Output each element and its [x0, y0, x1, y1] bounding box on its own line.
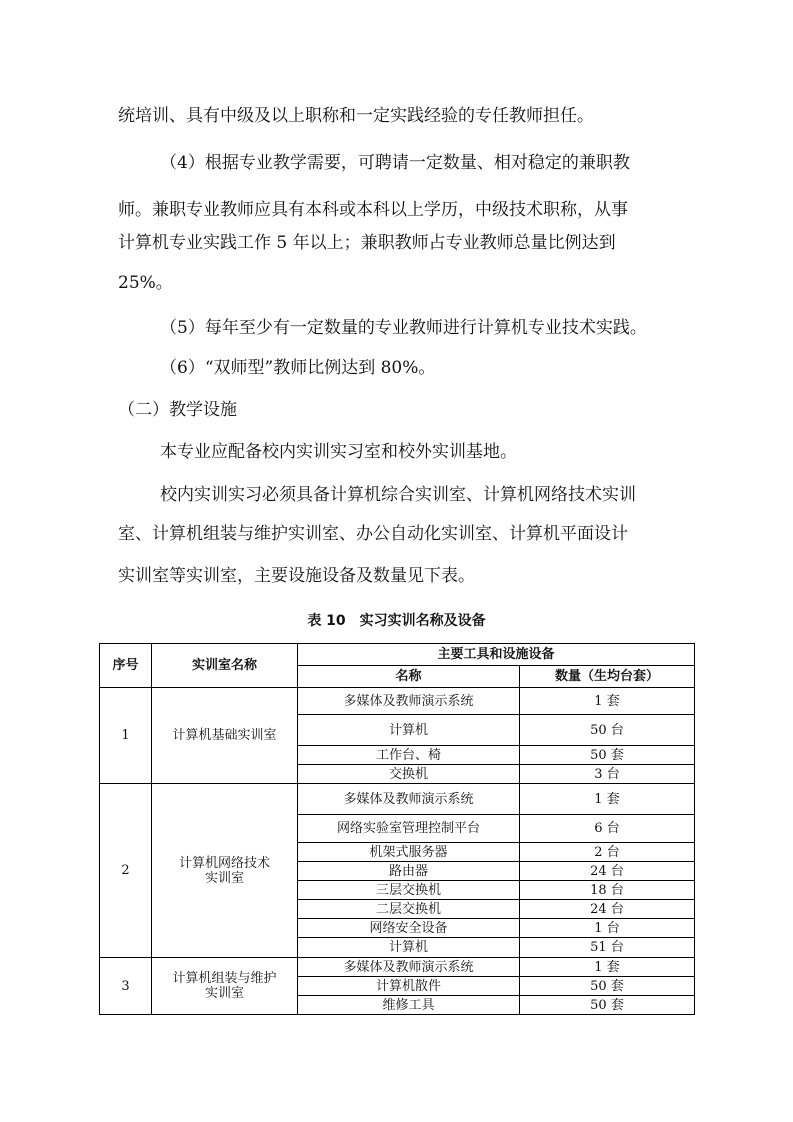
paragraph-line: 25%。 — [118, 273, 173, 293]
item-qty-cell: 18 台 — [520, 881, 695, 900]
seq-cell: 3 — [100, 958, 152, 1015]
paragraph-line: 实训室等实训室，主要设施设备及数量见下表。 — [118, 566, 475, 586]
item-name-cell: 多媒体及教师演示系统 — [298, 784, 520, 815]
item-name-cell: 多媒体及教师演示系统 — [298, 958, 520, 977]
item-qty-cell: 50 台 — [520, 715, 695, 746]
item-name-cell: 多媒体及教师演示系统 — [298, 688, 520, 715]
paragraph-line: 统培训、具有中级及以上职称和一定实践经验的专任教师担任。 — [118, 106, 594, 126]
paragraph-line: 室、计算机组装与维护实训室、办公自动化实训室、计算机平面设计 — [118, 524, 628, 544]
paragraph-line: 师。兼职专业教师应具有本科或本科以上学历，中级技术职称，从事 — [118, 200, 628, 220]
item-qty-cell: 50 套 — [520, 746, 695, 765]
item-name-cell: 计算机 — [298, 938, 520, 958]
table-row — [100, 958, 695, 977]
item-qty-cell: 50 套 — [520, 996, 695, 1015]
item-name-cell: 二层交换机 — [298, 900, 520, 919]
header-main-equipment: 主要工具和设施设备 — [298, 644, 695, 666]
item-name-cell: 机架式服务器 — [298, 843, 520, 862]
paragraph-line: 校内实训实习必须具备计算机综合实训室、计算机网络技术实训 — [160, 485, 636, 505]
room-cell: 计算机网络技术实训室 — [152, 784, 298, 958]
item-name-cell: 三层交换机 — [298, 881, 520, 900]
item-name-cell: 交换机 — [298, 765, 520, 784]
room-cell: 计算机组装与维护实训室 — [152, 958, 298, 1015]
item-qty-cell: 6 台 — [520, 815, 695, 843]
paragraph-line: 计算机专业实践工作 5 年以上；兼职教师占专业教师总量比例达到 — [118, 233, 616, 253]
item-qty-cell: 24 台 — [520, 900, 695, 919]
seq-cell: 2 — [100, 784, 152, 958]
item-qty-cell: 24 台 — [520, 862, 695, 881]
paragraph-line: （6）“双师型”教师比例达到 80%。 — [160, 358, 436, 378]
item-qty-cell: 50 套 — [520, 977, 695, 996]
room-cell: 计算机基础实训室 — [152, 688, 298, 784]
item-name-cell: 路由器 — [298, 862, 520, 881]
item-qty-cell: 1 套 — [520, 784, 695, 815]
item-name-cell: 计算机散件 — [298, 977, 520, 996]
header-name: 名称 — [298, 666, 520, 688]
item-qty-cell: 3 台 — [520, 765, 695, 784]
item-name-cell: 网络安全设备 — [298, 919, 520, 938]
header-room: 实训室名称 — [152, 644, 298, 688]
paragraph-line: （4）根据专业教学需要，可聘请一定数量、相对稳定的兼职教 — [160, 153, 630, 173]
header-seq: 序号 — [100, 644, 152, 688]
equipment-table — [99, 643, 695, 1015]
item-qty-cell: 1 套 — [520, 958, 695, 977]
item-qty-cell: 51 台 — [520, 938, 695, 958]
section-heading: （二）教学设施 — [118, 400, 237, 420]
item-qty-cell: 1 套 — [520, 688, 695, 715]
item-name-cell: 网络实验室管理控制平台 — [298, 815, 520, 843]
item-name-cell: 工作台、椅 — [298, 746, 520, 765]
header-qty: 数量（生均台套） — [520, 666, 695, 688]
item-qty-cell: 2 台 — [520, 843, 695, 862]
item-qty-cell: 1 台 — [520, 919, 695, 938]
table-row — [100, 784, 695, 815]
paragraph-line: 本专业应配备校内实训实习室和校外实训基地。 — [160, 442, 517, 462]
table-caption: 表 10 实习实训名称及设备 — [307, 613, 486, 629]
seq-cell: 1 — [100, 688, 152, 784]
table-row — [100, 688, 695, 715]
item-name-cell: 计算机 — [298, 715, 520, 746]
paragraph-line: （5）每年至少有一定数量的专业教师进行计算机专业技术实践。 — [160, 318, 647, 338]
item-name-cell: 维修工具 — [298, 996, 520, 1015]
